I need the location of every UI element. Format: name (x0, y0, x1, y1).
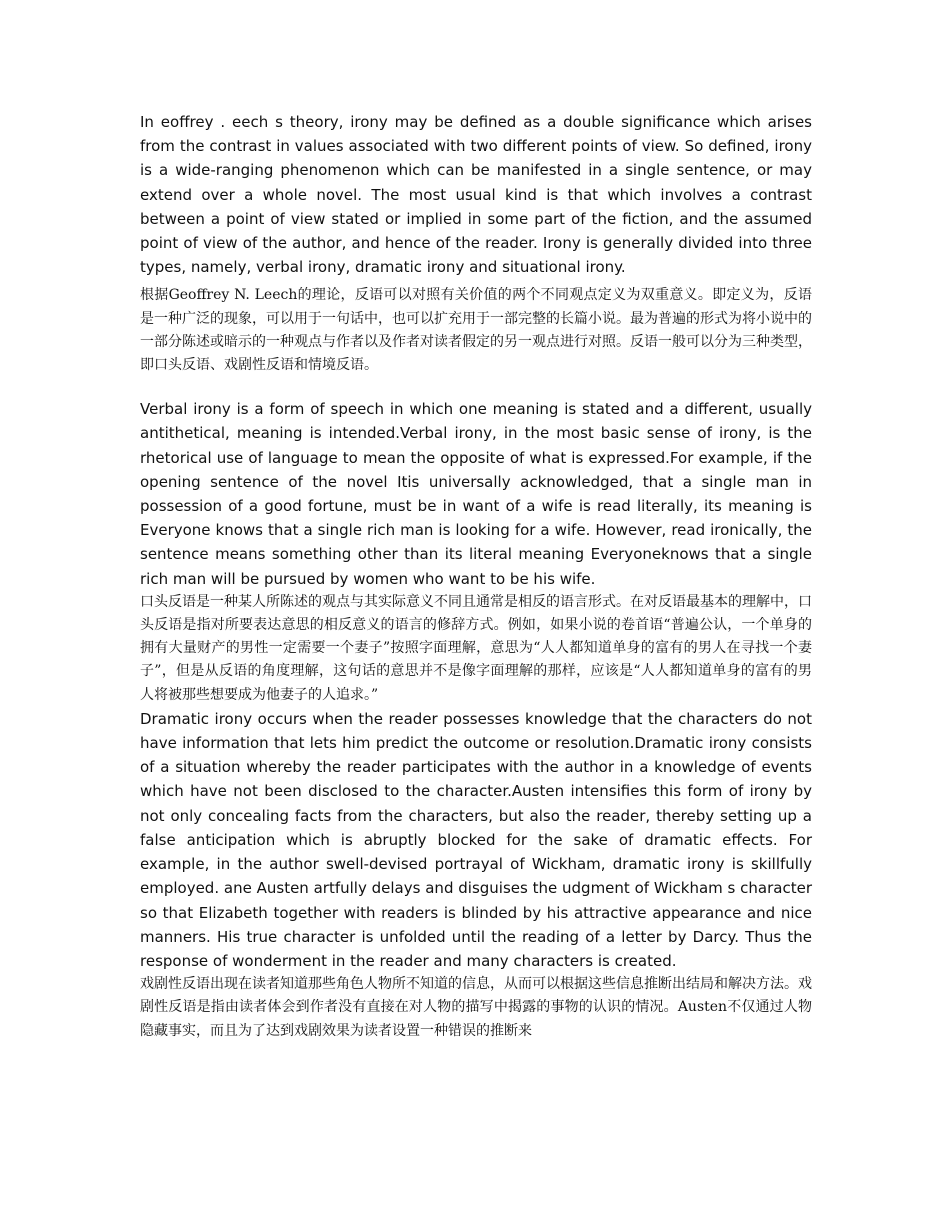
paragraph-dramatic-irony-zh: 戏剧性反语出现在读者知道那些角色人物所不知道的信息，从而可以根据这些信息推断出结局和解决方法。戏剧性反语是指由读者体会到作者没有直接在对人物的描写中揭露的事物的认识的情况。Austen不仅通过人物隐藏事实，而且为了达到戏剧效果为读者设置一种错误的推断来 (140, 976, 812, 1039)
paragraph-irony-definition-en: In eoffrey . eech s theory, irony may be defined as a double significance which arises from the contrast in values associated with two different points of view. So defined, irony is a wide-ranging phenomenon which can be manifested in a single sentence, or may extend over a whole novel. The most usual kind is that which involves a contrast between a point of view stated or implied in some part of the fiction, and the assumed point of view of the author, and hence of the reader. Irony is generally divided into three types, namely, verbal irony, dramatic irony and situational irony. (140, 113, 812, 277)
paragraph-verbal-irony-zh: 口头反语是一种某人所陈述的观点与其实际意义不同且通常是相反的语言形式。在对反语最基本的理解中，口头反语是指对所要表达意思的相反意义的语言的修辞方式。例如，如果小说的卷首语“普遍公认，一个单身的拥有大量财产的男性一定需要一个妻子”按照字面理解，意思为“人人都知道单身的富有的男人在寻找一个妻子”，但是从反语的角度理解，这句话的意思并不是像字面理解的那样，应该是“人人都知道单身的富有的男人将被那些想要成为他妻子的人追求。” (140, 593, 812, 703)
paragraph-verbal-irony-en: Verbal irony is a form of speech in which one meaning is stated and a different, usually antithetical, meaning is intended.Verbal irony, in the most basic sense of irony, is the rhetorical use of language to mean the opposite of what is expressed.For example, if the opening sentence of the novel Itis universally acknowledged, that a single man in possession of a good fortune, must be in want of a wife is read literally, its meaning is Everyone knows that a single rich man is looking for a wife. However, read ironically, the sentence means something other than its literal meaning Everyoneknows that a single rich man will be pursued by women who want to be his wife. (140, 400, 812, 588)
paragraph-dramatic-irony-en: Dramatic irony occurs when the reader possesses knowledge that the characters do not have information that lets him predict the outcome or resolution.Dramatic irony consists of a situation whereby the reader participates with the author in a knowledge of events which have not been disclosed to the character.Austen intensifies this form of irony by not only concealing facts from the characters, but also the reader, thereby setting up a false anticipation which is abruptly blocked for the sake of dramatic effects. For example, in the author swell-devised portrayal of Wickham, dramatic irony is skillfully employed. ane Austen artfully delays and disguises the udgment of Wickham s character so that Elizabeth together with readers is blinded by his attractive appearance and nice manners. His true character is unfolded until the reading of a letter by Darcy. Thus the response of wonderment in the reader and many characters is created. (140, 709, 812, 970)
paragraph-irony-definition-zh: 根据Geoffrey N. Leech的理论，反语可以对照有关价值的两个不同观点定义为双重意义。即定义为，反语是一种广泛的现象，可以用于一句话中，也可以扩充用于一部完整的长篇小说。最为普遍的形式为将小说中的一部分陈述或暗示的一种观点与作者以及作者对读者假定的另一观点进行对照。反语一般可以分为三种类型，即口头反语、戏剧性反语和情境反语。 (140, 287, 812, 374)
document-page (140, 110, 812, 1043)
